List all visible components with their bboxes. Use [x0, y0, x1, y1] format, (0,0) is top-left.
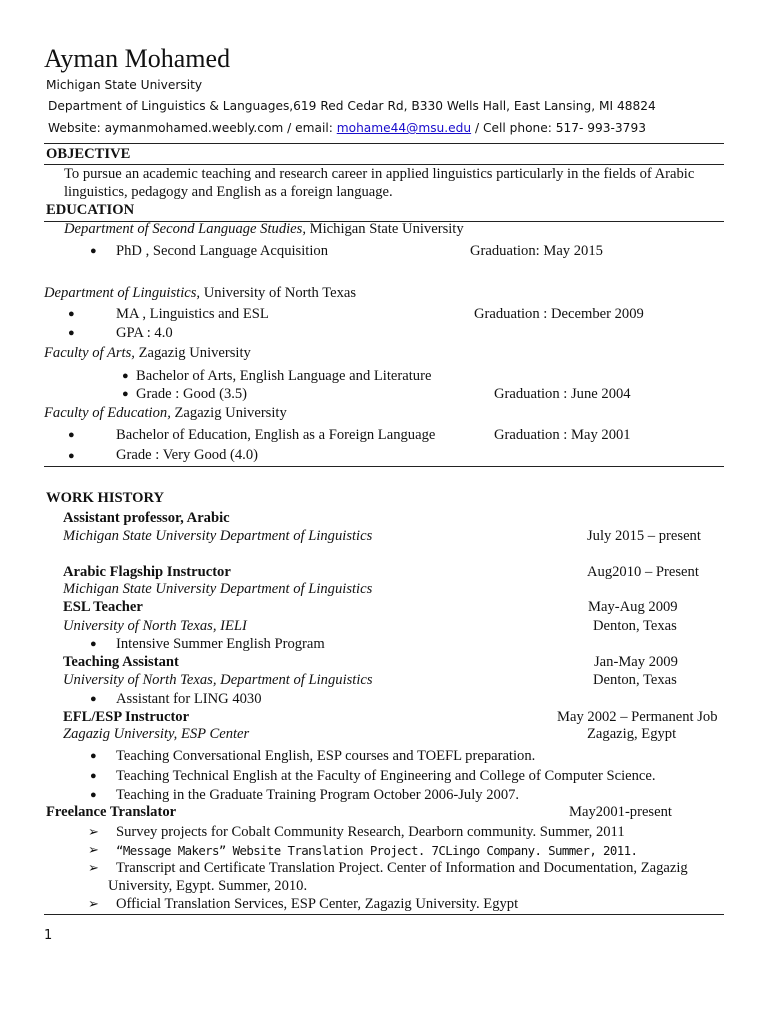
edu-school: Zagazig University — [134, 345, 251, 361]
bullet-dot: ● — [90, 789, 97, 801]
objective-line-1: To pursue an academic teaching and research career in applied linguistics particularly in the fields of Arabic — [64, 166, 695, 182]
edu-dept: Department of Linguistics, — [44, 285, 201, 301]
work-end-divider — [44, 914, 724, 915]
job-date: July 2015 – present — [587, 528, 701, 544]
job-bullet: Intensive Summer English Program — [116, 636, 325, 652]
bullet-dot: ● — [122, 388, 129, 400]
header-divider — [44, 143, 724, 144]
edu-school: Michigan State University — [305, 221, 464, 237]
freelance-title: Freelance Translator — [46, 804, 177, 820]
edu-degree: Bachelor of Arts, English Language and Literature — [136, 368, 432, 384]
bullet-dot: ● — [90, 693, 97, 705]
name-heading: Ayman Mohamed — [44, 44, 231, 73]
job-org: Michigan State University Department of Linguistics — [63, 528, 373, 544]
job-bullet: Teaching Conversational English, ESP courses and TOEFL preparation. — [116, 748, 536, 764]
edu-entry-education — [44, 405, 287, 422]
job-date: May 2002 – Permanent Job — [557, 709, 718, 725]
job-date: Jan-May 2009 — [594, 654, 678, 670]
page-number: 1 — [44, 928, 53, 943]
edu-dept: Faculty of Arts, — [44, 345, 135, 361]
job-title: Assistant professor, Arabic — [63, 510, 230, 526]
job-org: Michigan State University Department of Linguistics — [63, 581, 373, 597]
freelance-item: Official Translation Services, ESP Center, Zagazig University. Egypt — [116, 896, 519, 912]
bullet-dot: ● — [122, 370, 129, 382]
edu-entry-arts — [44, 345, 251, 362]
edu-degree: PhD , Second Language Acquisition — [116, 243, 328, 259]
freelance-date: May2001-present — [569, 804, 672, 820]
bullet-dot: ● — [68, 308, 75, 320]
arrow-bullet-icon: ➢ — [88, 842, 99, 857]
job-place: Denton, Texas — [593, 672, 677, 688]
website-text: Website: aymanmohamed.weebly.com / email: — [48, 121, 333, 135]
bullet-dot: ● — [90, 245, 97, 257]
job-place: Zagazig, Egypt — [587, 726, 677, 742]
edu-graduation: Graduation : May 2001 — [494, 427, 631, 443]
edu-school: University of North Texas — [200, 285, 357, 301]
job-bullet: Assistant for LING 4030 — [116, 691, 262, 707]
objective-divider — [44, 164, 724, 165]
job-title: Arabic Flagship Instructor — [63, 564, 231, 580]
job-org: University of North Texas, IELI — [63, 618, 247, 634]
objective-heading: OBJECTIVE — [46, 146, 131, 162]
job-org: Zagazig University, ESP Center — [63, 726, 250, 742]
email-link[interactable]: mohame44@msu.edu — [336, 121, 472, 135]
edu-degree: Bachelor of Education, English as a Foreign Language — [116, 427, 436, 443]
bullet-dot: ● — [68, 429, 75, 441]
arrow-bullet-icon: ➢ — [88, 896, 99, 911]
bullet-dot: ● — [90, 770, 97, 782]
job-title: ESL Teacher — [63, 599, 143, 615]
arrow-bullet-icon: ➢ — [88, 824, 99, 839]
bullet-dot: ● — [90, 638, 97, 650]
contact-line — [48, 121, 646, 135]
edu-entry-msu — [64, 221, 464, 238]
edu-school: Zagazig University — [170, 405, 287, 421]
job-title: Teaching Assistant — [63, 654, 179, 670]
job-title: EFL/ESP Instructor — [63, 709, 190, 725]
education-end-divider — [44, 466, 724, 467]
edu-graduation: Graduation: May 2015 — [470, 243, 603, 259]
job-org: University of North Texas, Department of Linguistics — [63, 672, 373, 688]
job-date: Aug2010 – Present — [587, 564, 699, 580]
job-bullet: Teaching in the Graduate Training Program October 2006-July 2007. — [116, 787, 520, 803]
freelance-item: Survey projects for Cobalt Community Research, Dearborn community. Summer, 2011 — [116, 824, 625, 840]
freelance-item: “Message Makers” Website Translation Project. 7CLingo Company. Summer, 2011. — [116, 843, 638, 858]
job-place: Denton, Texas — [593, 618, 677, 634]
bullet-dot: ● — [68, 327, 75, 339]
edu-degree: MA , Linguistics and ESL — [116, 306, 269, 322]
edu-graduation: Graduation : December 2009 — [474, 306, 644, 322]
edu-dept: Faculty of Education, — [44, 405, 171, 421]
education-heading: EDUCATION — [46, 202, 135, 218]
edu-grade: Grade : Good (3.5) — [136, 386, 248, 402]
freelance-item: Transcript and Certificate Translation Project. Center of Information and Documentation, Zagazig — [116, 860, 688, 876]
bullet-dot: ● — [90, 750, 97, 762]
work-heading: WORK HISTORY — [46, 490, 165, 506]
edu-dept: Department of Second Language Studies, — [64, 221, 306, 237]
edu-graduation: Graduation : June 2004 — [494, 386, 631, 402]
edu-gpa: GPA : 4.0 — [116, 325, 173, 341]
address: Department of Linguistics & Languages,619 Red Cedar Rd, B330 Wells Hall, East Lansing, MI 48824 — [48, 99, 656, 113]
bullet-dot: ● — [68, 450, 75, 462]
institution: Michigan State University — [46, 78, 203, 92]
edu-entry-unt — [44, 285, 356, 302]
job-date: May-Aug 2009 — [588, 599, 678, 615]
objective-line-2: linguistics, pedagogy and English as a foreign language. — [64, 184, 393, 200]
freelance-item-cont: University, Egypt. Summer, 2010. — [108, 878, 308, 894]
arrow-bullet-icon: ➢ — [88, 860, 99, 875]
edu-grade: Grade : Very Good (4.0) — [116, 447, 258, 463]
phone-text: / Cell phone: 517- 993-3793 — [474, 121, 646, 135]
job-bullet: Teaching Technical English at the Faculty of Engineering and College of Computer Science. — [116, 768, 656, 784]
